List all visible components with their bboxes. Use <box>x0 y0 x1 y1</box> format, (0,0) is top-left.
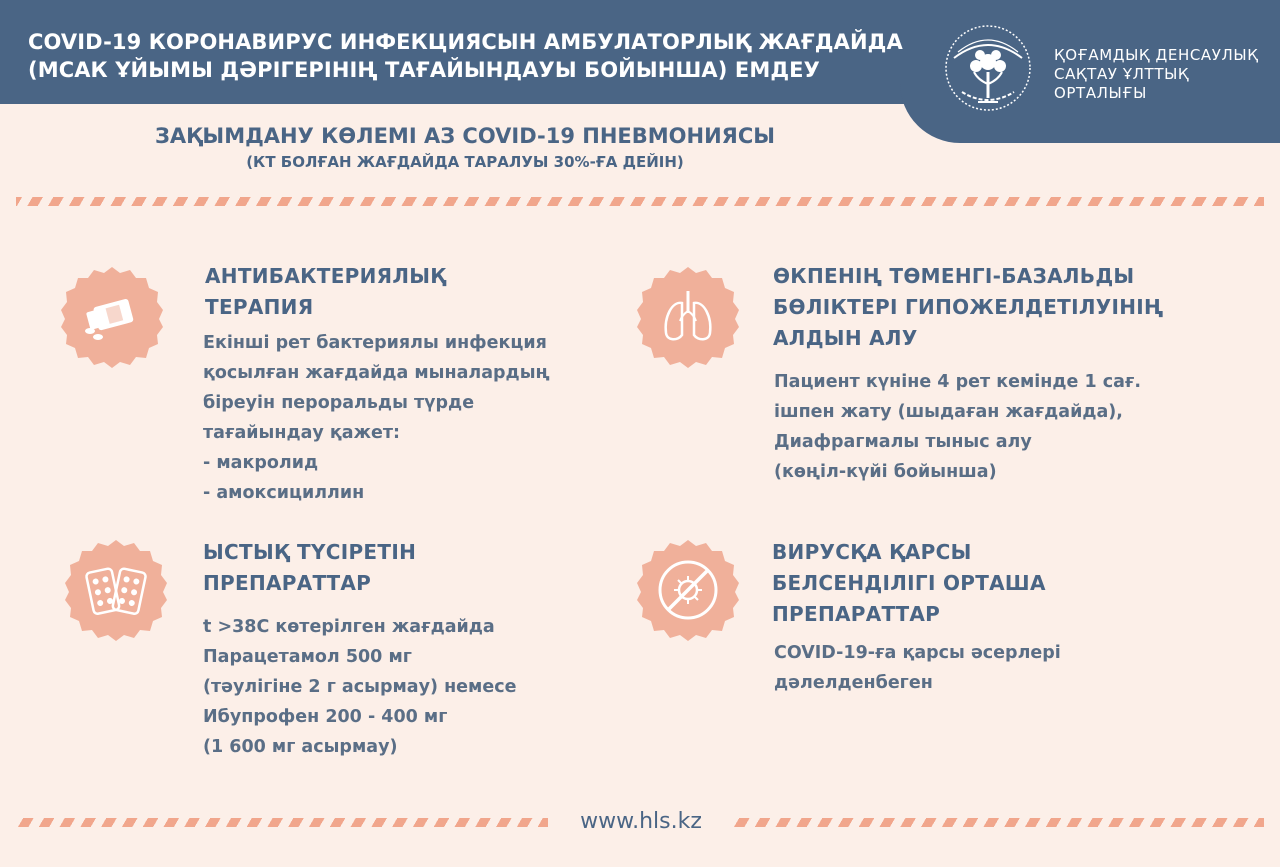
subtitle <box>0 122 930 174</box>
lungs-icon <box>636 265 740 369</box>
org-name-line-2: САҚТАУ ҰЛТТЫҚ <box>1054 65 1190 83</box>
lungs-body-line: Пациент күніне 4 рет кемінде 1 сағ. <box>774 372 1142 392</box>
antibacterial-body <box>203 328 550 508</box>
subtitle-sub: (КТ БОЛҒАН ЖАҒДАЙДА ТАРАЛУЫ 30%-ҒА ДЕЙІН) <box>246 153 684 171</box>
antipyretic-body-line: t >38C көтерілген жағдайда <box>203 617 495 637</box>
antibacterial-body-line: - макролид <box>203 453 319 473</box>
org-name-line-1: ҚОҒАМДЫҚ ДЕНСАУЛЫҚ <box>1054 46 1259 64</box>
divider-stripe-bottom-right <box>734 818 1264 827</box>
antibacterial-body-line: тағайындау қажет: <box>203 423 400 443</box>
antiviral-title <box>772 537 1046 630</box>
page-title-line-2: (МСАК ҰЙЫМЫ ДӘРІГЕРІНІҢ ТАҒАЙЫНДАУЫ БОЙЫНША) ЕМДЕУ <box>28 58 820 82</box>
antibacterial-body-line: - амоксициллин <box>203 483 365 503</box>
antipyretic-body <box>203 612 516 762</box>
antiviral-body-line: дәлелденбеген <box>774 673 933 693</box>
page-title <box>28 28 908 84</box>
lungs-body-line: Диафрагмалы тыныс алу <box>774 432 1032 452</box>
lungs-title-line: ӨКПЕНІҢ ТӨМЕНГІ-БАЗАЛЬДЫ <box>773 264 1135 288</box>
tree-emblem-icon <box>942 22 1034 114</box>
antipyretic-body-line: (тәулігіне 2 г асырмау) немесе <box>203 677 517 697</box>
antiviral-title-line: ПРЕПАРАТТАР <box>772 602 941 626</box>
divider-stripe-top <box>16 197 1264 206</box>
pill-bottle-icon <box>60 265 164 369</box>
lungs-body <box>774 367 1141 487</box>
lungs-title <box>773 261 1163 354</box>
org-name-line-3: ОРТАЛЫҒЫ <box>1054 84 1147 102</box>
lungs-body-line: (көңіл-күйі бойынша) <box>774 462 997 482</box>
antipyretic-title-line: ПРЕПАРАТТАР <box>203 571 372 595</box>
divider-stripe-bottom-left <box>16 818 548 827</box>
subtitle-main: ЗАҚЫМДАНУ КӨЛЕМІ АЗ COVID-19 ПНЕВМОНИЯСЫ <box>154 124 776 148</box>
antibacterial-body-line: біреуін пероральды түрде <box>203 393 475 413</box>
antiviral-body-line: COVID-19-ға қарсы әсерлері <box>774 643 1061 663</box>
antibacterial-title-line: АНТИБАКТЕРИЯЛЫҚ <box>205 264 447 288</box>
footer-url[interactable]: www.hls.kz <box>580 809 702 834</box>
no-virus-icon <box>636 538 740 642</box>
lungs-title-line: АЛДЫН АЛУ <box>773 326 918 350</box>
lungs-body-line: ішпен жату (шыдаған жағдайда), <box>774 402 1123 422</box>
antipyretic-title-line: ЫСТЫҚ ТҮСІРЕТІН <box>203 540 417 564</box>
pills-blister-icon <box>64 538 168 642</box>
antipyretic-body-line: (1 600 мг асырмау) <box>203 737 398 757</box>
lungs-title-line: БӨЛІКТЕРІ ГИПОЖЕЛДЕТІЛУІНІҢ <box>773 295 1164 319</box>
antipyretic-body-line: Парацетамол 500 мг <box>203 647 412 667</box>
antibacterial-title-line: ТЕРАПИЯ <box>205 295 314 319</box>
antipyretic-body-line: Ибупрофен 200 - 400 мг <box>203 707 448 727</box>
antipyretic-title <box>203 537 416 599</box>
antiviral-title-line: БЕЛСЕНДІЛІГІ ОРТАША <box>772 571 1046 595</box>
antiviral-title-line: ВИРУСҚА ҚАРСЫ <box>772 540 972 564</box>
antibacterial-title <box>205 261 446 323</box>
antibacterial-body-line: қосылған жағдайда мыналардың <box>203 363 550 383</box>
antiviral-body <box>774 638 1061 698</box>
antibacterial-body-line: Екінші рет бактериялы инфекция <box>203 333 547 353</box>
org-name <box>1054 46 1258 103</box>
page-title-line-1: COVID-19 КОРОНАВИРУС ИНФЕКЦИЯСЫН АМБУЛАТОРЛЫҚ ЖАҒДАЙДА <box>28 30 903 54</box>
